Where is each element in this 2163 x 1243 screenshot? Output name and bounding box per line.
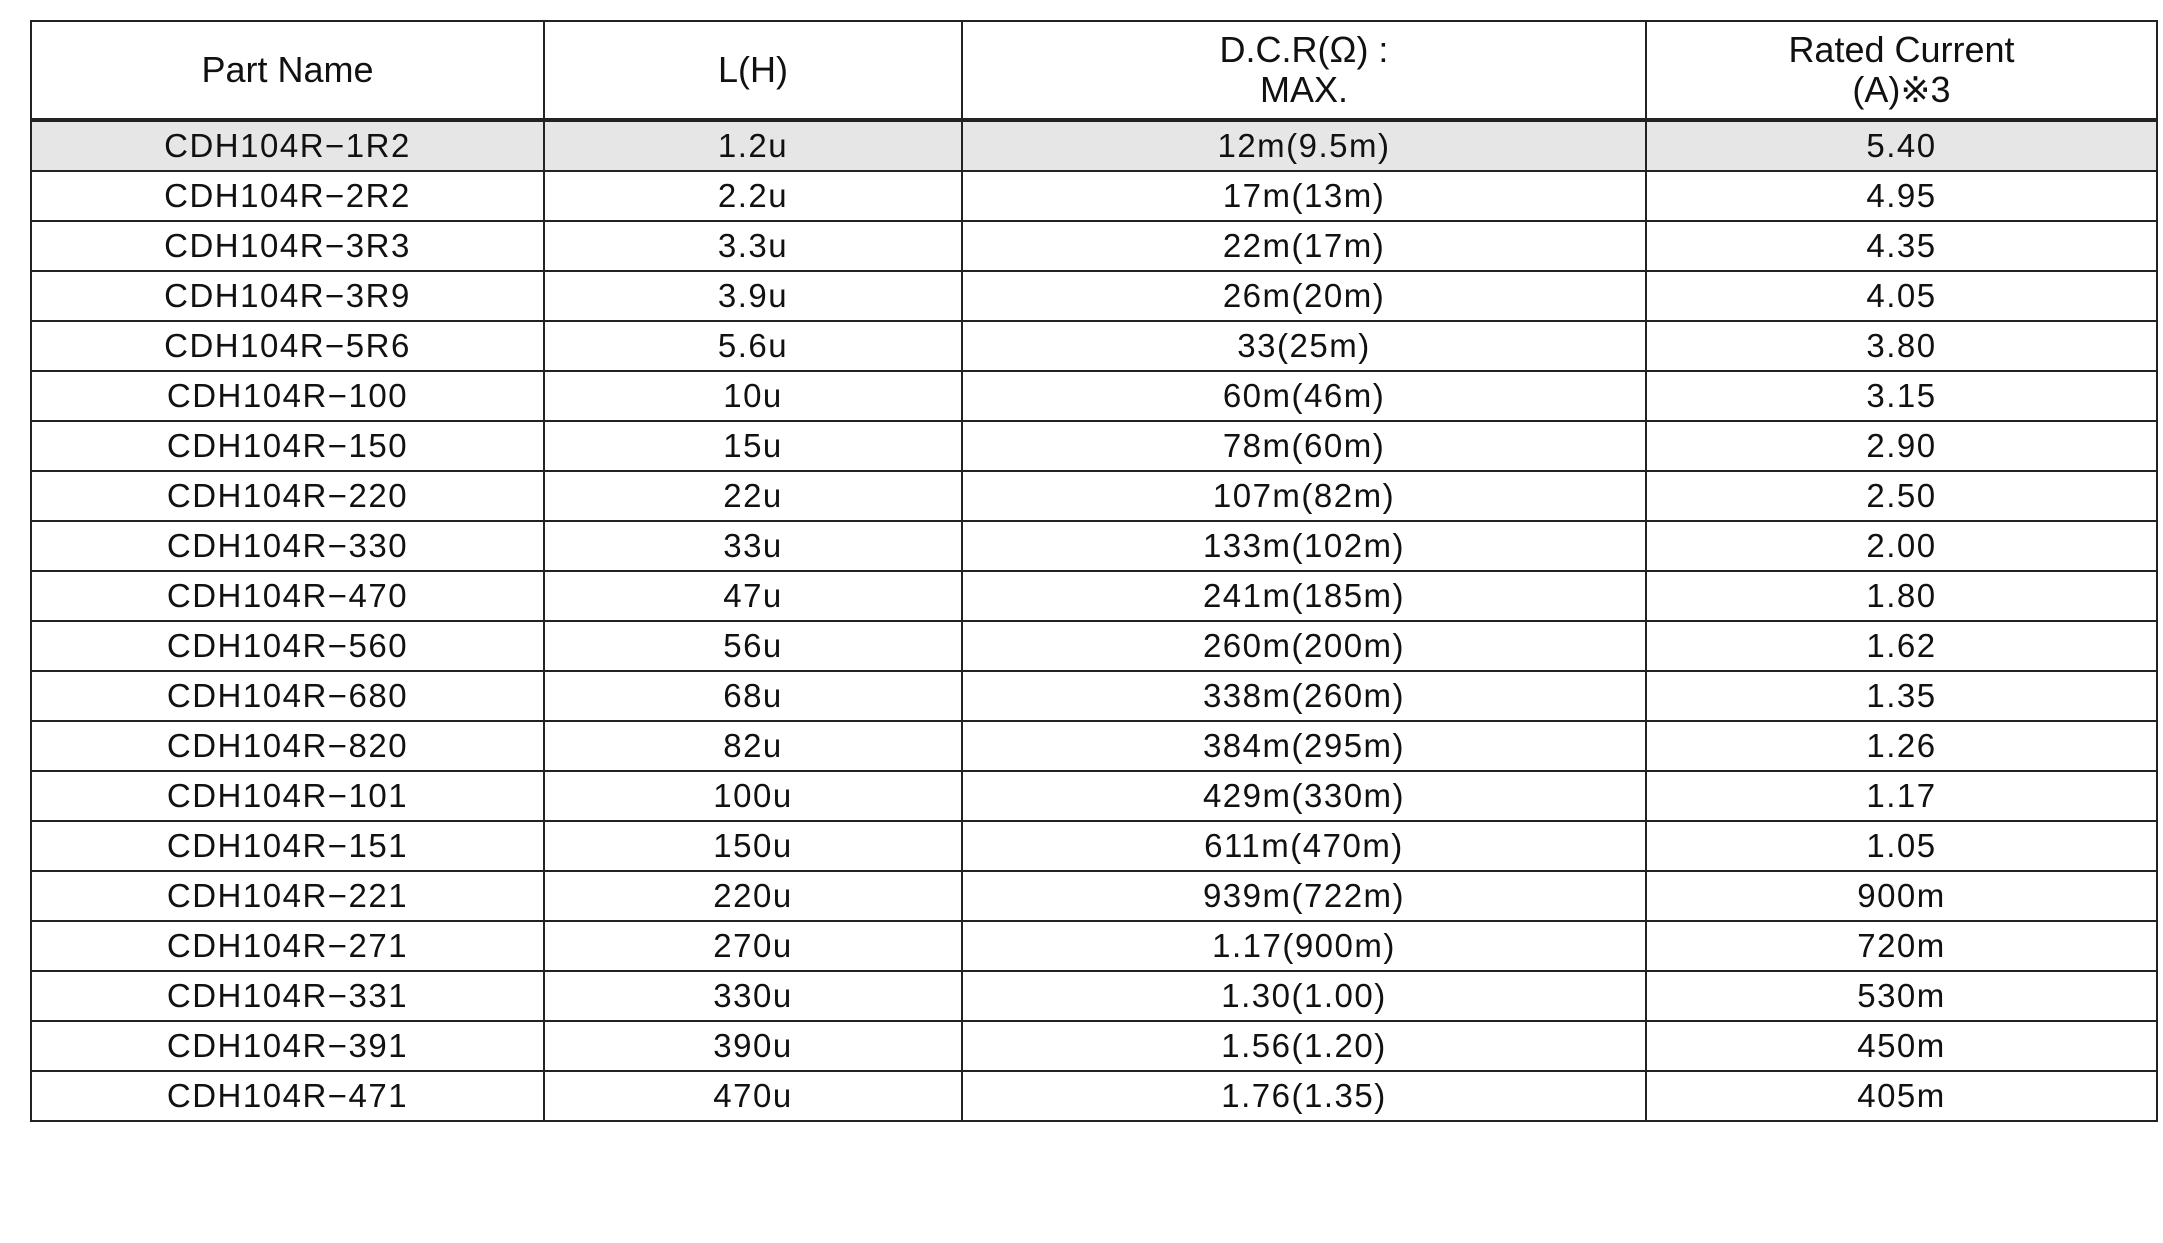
cell-rated-current: 2.00 bbox=[1646, 521, 2157, 571]
table-row bbox=[31, 871, 2157, 921]
table-row bbox=[31, 721, 2157, 771]
cell-dcr: 611m(470m) bbox=[962, 821, 1646, 871]
cell-rated-current: 450m bbox=[1646, 1021, 2157, 1071]
table-row bbox=[31, 171, 2157, 221]
table-row bbox=[31, 120, 2157, 171]
cell-part-name: CDH104R−2R2 bbox=[31, 171, 544, 221]
cell-inductance: 1.2u bbox=[544, 120, 962, 171]
table-row bbox=[31, 1071, 2157, 1121]
cell-inductance: 3.9u bbox=[544, 271, 962, 321]
cell-dcr: 22m(17m) bbox=[962, 221, 1646, 271]
cell-part-name: CDH104R−471 bbox=[31, 1071, 544, 1121]
inductor-spec-table bbox=[30, 20, 2158, 1122]
table-row bbox=[31, 271, 2157, 321]
cell-part-name: CDH104R−100 bbox=[31, 371, 544, 421]
table-row bbox=[31, 321, 2157, 371]
cell-part-name: CDH104R−820 bbox=[31, 721, 544, 771]
cell-dcr: 241m(185m) bbox=[962, 571, 1646, 621]
cell-inductance: 22u bbox=[544, 471, 962, 521]
table-row bbox=[31, 571, 2157, 621]
cell-part-name: CDH104R−330 bbox=[31, 521, 544, 571]
cell-dcr: 78m(60m) bbox=[962, 421, 1646, 471]
cell-inductance: 100u bbox=[544, 771, 962, 821]
cell-dcr: 60m(46m) bbox=[962, 371, 1646, 421]
cell-dcr: 1.30(1.00) bbox=[962, 971, 1646, 1021]
cell-rated-current: 4.95 bbox=[1646, 171, 2157, 221]
cell-inductance: 470u bbox=[544, 1071, 962, 1121]
table-row bbox=[31, 971, 2157, 1021]
cell-part-name: CDH104R−220 bbox=[31, 471, 544, 521]
cell-inductance: 33u bbox=[544, 521, 962, 571]
cell-part-name: CDH104R−101 bbox=[31, 771, 544, 821]
cell-part-name: CDH104R−331 bbox=[31, 971, 544, 1021]
cell-rated-current: 3.15 bbox=[1646, 371, 2157, 421]
cell-inductance: 390u bbox=[544, 1021, 962, 1071]
cell-dcr: 33(25m) bbox=[962, 321, 1646, 371]
cell-inductance: 68u bbox=[544, 671, 962, 721]
cell-inductance: 15u bbox=[544, 421, 962, 471]
cell-dcr: 12m(9.5m) bbox=[962, 120, 1646, 171]
table-row bbox=[31, 221, 2157, 271]
cell-rated-current: 720m bbox=[1646, 921, 2157, 971]
cell-part-name: CDH104R−1R2 bbox=[31, 120, 544, 171]
cell-rated-current: 1.17 bbox=[1646, 771, 2157, 821]
cell-inductance: 2.2u bbox=[544, 171, 962, 221]
cell-part-name: CDH104R−151 bbox=[31, 821, 544, 871]
cell-rated-current: 5.40 bbox=[1646, 120, 2157, 171]
cell-inductance: 10u bbox=[544, 371, 962, 421]
table-header bbox=[31, 21, 2157, 120]
cell-part-name: CDH104R−3R3 bbox=[31, 221, 544, 271]
cell-inductance: 56u bbox=[544, 621, 962, 671]
cell-part-name: CDH104R−221 bbox=[31, 871, 544, 921]
cell-part-name: CDH104R−3R9 bbox=[31, 271, 544, 321]
cell-inductance: 270u bbox=[544, 921, 962, 971]
cell-rated-current: 2.90 bbox=[1646, 421, 2157, 471]
cell-part-name: CDH104R−560 bbox=[31, 621, 544, 671]
cell-dcr: 1.76(1.35) bbox=[962, 1071, 1646, 1121]
cell-part-name: CDH104R−680 bbox=[31, 671, 544, 721]
cell-part-name: CDH104R−5R6 bbox=[31, 321, 544, 371]
header-inductance-label: L(H) bbox=[718, 49, 788, 90]
header-part-name bbox=[31, 21, 544, 120]
table-row bbox=[31, 771, 2157, 821]
table-body bbox=[31, 120, 2157, 1121]
cell-rated-current: 4.05 bbox=[1646, 271, 2157, 321]
cell-dcr: 429m(330m) bbox=[962, 771, 1646, 821]
cell-inductance: 150u bbox=[544, 821, 962, 871]
cell-rated-current: 1.35 bbox=[1646, 671, 2157, 721]
table-row bbox=[31, 471, 2157, 521]
header-dcr-line1: D.C.R(Ω) : bbox=[1219, 29, 1389, 70]
cell-inductance: 5.6u bbox=[544, 321, 962, 371]
cell-dcr: 17m(13m) bbox=[962, 171, 1646, 221]
cell-part-name: CDH104R−470 bbox=[31, 571, 544, 621]
cell-rated-current: 4.35 bbox=[1646, 221, 2157, 271]
header-dcr bbox=[962, 21, 1646, 120]
cell-rated-current: 3.80 bbox=[1646, 321, 2157, 371]
header-rated-line2: (A)※3 bbox=[1852, 69, 1951, 110]
cell-dcr: 338m(260m) bbox=[962, 671, 1646, 721]
header-inductance bbox=[544, 21, 962, 120]
header-part-name-label: Part Name bbox=[201, 49, 374, 90]
cell-dcr: 133m(102m) bbox=[962, 521, 1646, 571]
header-dcr-line2: MAX. bbox=[1259, 69, 1348, 110]
cell-dcr: 260m(200m) bbox=[962, 621, 1646, 671]
cell-inductance: 82u bbox=[544, 721, 962, 771]
cell-rated-current: 1.62 bbox=[1646, 621, 2157, 671]
cell-inductance: 47u bbox=[544, 571, 962, 621]
cell-inductance: 220u bbox=[544, 871, 962, 921]
cell-part-name: CDH104R−391 bbox=[31, 1021, 544, 1071]
cell-rated-current: 2.50 bbox=[1646, 471, 2157, 521]
table-row bbox=[31, 1021, 2157, 1071]
table-row bbox=[31, 821, 2157, 871]
header-rated-line1: Rated Current bbox=[1788, 29, 2015, 70]
cell-dcr: 107m(82m) bbox=[962, 471, 1646, 521]
cell-part-name: CDH104R−150 bbox=[31, 421, 544, 471]
header-rated-current bbox=[1646, 21, 2157, 120]
cell-dcr: 939m(722m) bbox=[962, 871, 1646, 921]
cell-rated-current: 530m bbox=[1646, 971, 2157, 1021]
cell-dcr: 384m(295m) bbox=[962, 721, 1646, 771]
cell-rated-current: 1.05 bbox=[1646, 821, 2157, 871]
table-row bbox=[31, 621, 2157, 671]
table-row bbox=[31, 371, 2157, 421]
header-row bbox=[31, 21, 2157, 120]
cell-rated-current: 900m bbox=[1646, 871, 2157, 921]
cell-inductance: 3.3u bbox=[544, 221, 962, 271]
table-row bbox=[31, 921, 2157, 971]
cell-part-name: CDH104R−271 bbox=[31, 921, 544, 971]
cell-dcr: 1.17(900m) bbox=[962, 921, 1646, 971]
cell-rated-current: 405m bbox=[1646, 1071, 2157, 1121]
table-row bbox=[31, 671, 2157, 721]
cell-rated-current: 1.80 bbox=[1646, 571, 2157, 621]
table-row bbox=[31, 421, 2157, 471]
table-row bbox=[31, 521, 2157, 571]
cell-rated-current: 1.26 bbox=[1646, 721, 2157, 771]
cell-dcr: 1.56(1.20) bbox=[962, 1021, 1646, 1071]
cell-inductance: 330u bbox=[544, 971, 962, 1021]
cell-dcr: 26m(20m) bbox=[962, 271, 1646, 321]
